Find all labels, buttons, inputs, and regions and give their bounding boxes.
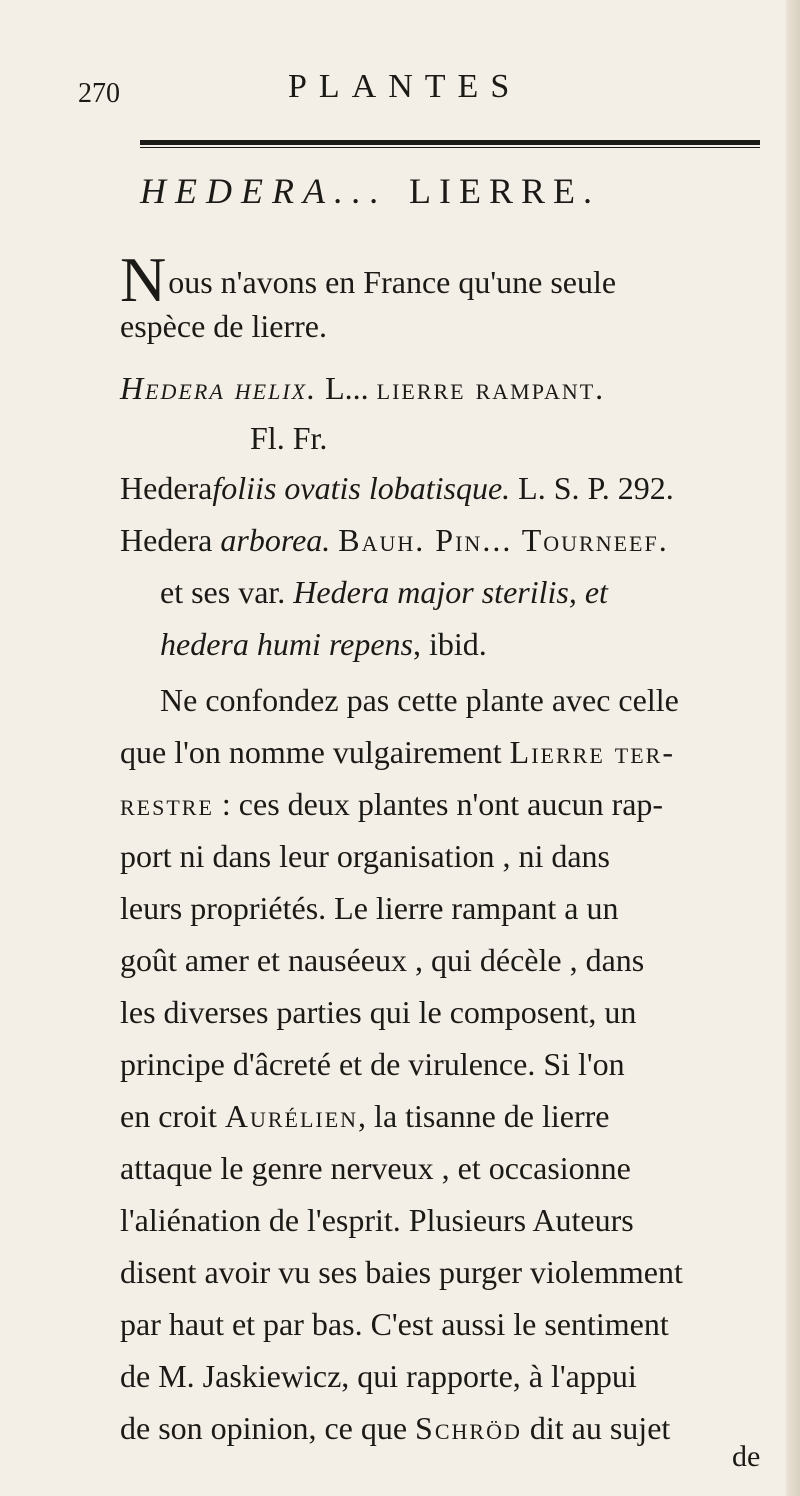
page-header: [78, 62, 758, 122]
body-line-11: l'aliénation de l'esprit. Plusieurs Auteurs: [120, 1202, 634, 1238]
header-rule: [140, 140, 760, 145]
section-title: [140, 170, 600, 212]
body-line-9: en croit Aurélien, la tisanne de lierre: [120, 1098, 610, 1134]
page-edge: [786, 0, 800, 1496]
body-line-5: leurs propriétés. Le lierre rampant a un: [120, 890, 619, 926]
page-number: 270: [78, 78, 120, 109]
flora-ref: Fl. Fr.: [250, 420, 328, 456]
header-rule-thin: [140, 147, 760, 148]
synonym-line-1: Hederafoliis ovatis lobatisque. L. S. P. 292.: [120, 470, 674, 506]
body-line-4: port ni dans leur organisation , ni dans: [120, 838, 610, 874]
body-line-10: attaque le genre nerveux , et occasionne: [120, 1150, 631, 1186]
body-line-14: de M. Jaskiewicz, qui rapporte, à l'appui: [120, 1358, 637, 1394]
intro-line-2: espèce de lierre.: [120, 308, 327, 344]
body-line-12: disent avoir vu ses baies purger violemment: [120, 1254, 683, 1290]
body-line-3: restre : ces deux plantes n'ont aucun rap-: [120, 786, 664, 822]
catchword: de: [732, 1440, 761, 1473]
body-line-8: principe d'âcreté et de virulence. Si l'on: [120, 1046, 625, 1082]
body-line-2: que l'on nomme vulgairement Lierre ter-: [120, 734, 675, 770]
running-head: PLANTES: [288, 68, 522, 105]
synonym-line-4: hedera humi repens, ibid.: [160, 626, 487, 662]
synonym-line-2: Hedera arborea. Bauh. Pin... Tourneef.: [120, 522, 669, 558]
intro-line-1: Nous n'avons en France qu'une seule: [120, 244, 617, 315]
species-line: Hedera helix. L... lierre rampant.: [120, 370, 606, 406]
body-line-13: par haut et par bas. C'est aussi le sentiment: [120, 1306, 669, 1342]
title-french: LIERRE.: [408, 171, 600, 211]
body-line-6: goût amer et nauséeux , qui décèle , dans: [120, 942, 645, 978]
body-line-7: les diverses parties qui le composent, un: [120, 994, 637, 1030]
body-line-1: Ne confondez pas cette plante avec celle: [160, 682, 679, 718]
title-latin: HEDERA...: [140, 171, 388, 211]
drop-cap: N: [120, 244, 167, 315]
body-line-15: de son opinion, ce que Schröd dit au sujet: [120, 1410, 671, 1446]
synonym-line-3: et ses var. Hedera major sterilis, et: [160, 574, 608, 610]
